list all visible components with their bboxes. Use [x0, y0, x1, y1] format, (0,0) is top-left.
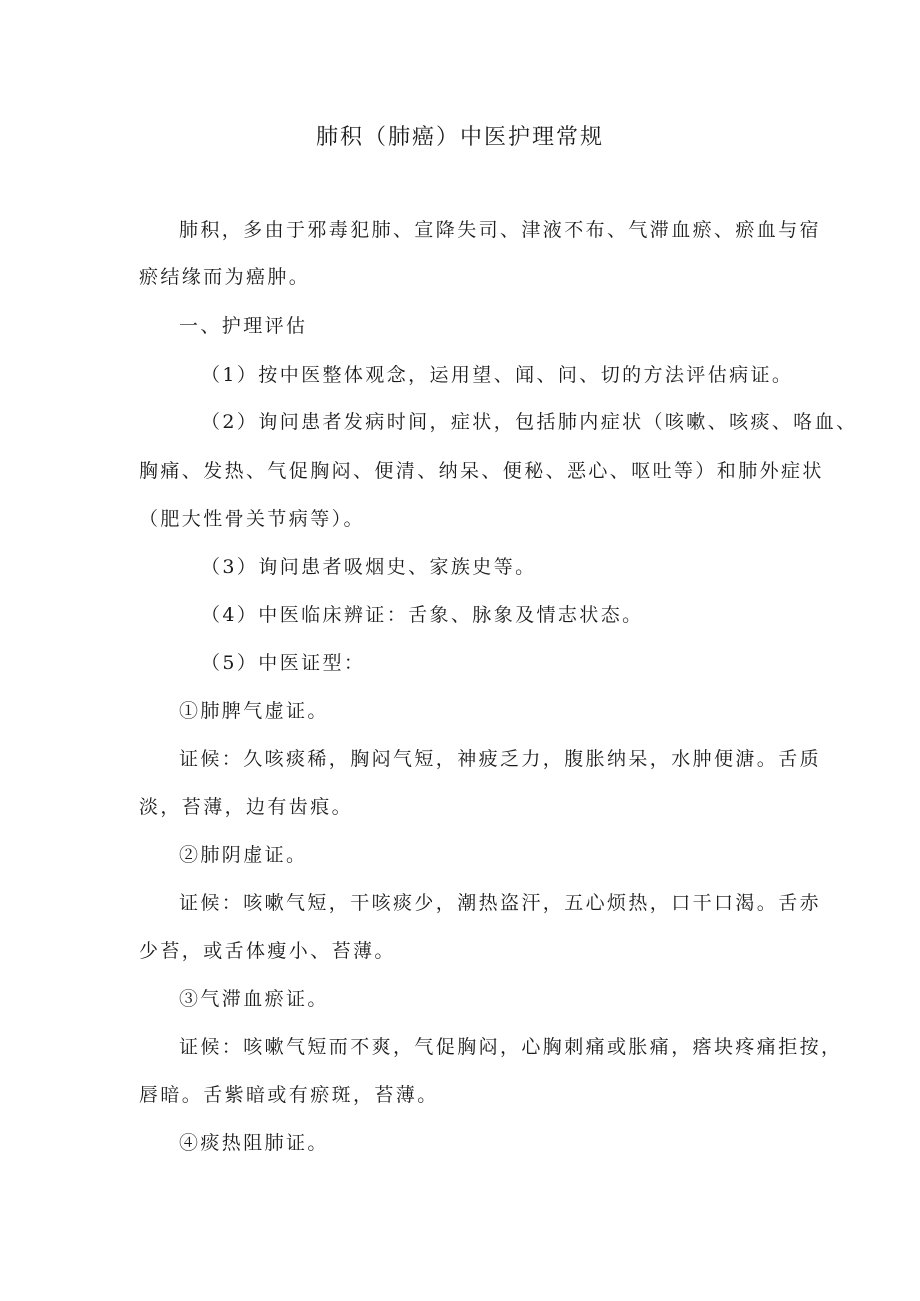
paragraph-line: 少苔，或舌体瘦小、苔薄。 — [139, 940, 396, 962]
syndrome-heading: ④痰热阻肺证。 — [179, 1132, 329, 1154]
paragraph-line: 唇暗。舌紫暗或有瘀斑，苔薄。 — [139, 1084, 439, 1106]
paragraph-line: 淡，苔薄，边有齿痕。 — [139, 796, 354, 818]
paragraph-line: 瘀结缘而为癌肿。 — [139, 266, 311, 288]
paragraph-line: （4）中医临床辨证：舌象、脉象及情志状态。 — [201, 604, 644, 626]
paragraph-line: （2）询问患者发病时间，症状，包括肺内症状（咳嗽、咳痰、咯血、 — [201, 411, 858, 433]
paragraph-line: （3）询问患者吸烟史、家族史等。 — [201, 556, 537, 578]
paragraph-line: 证候：咳嗽气短而不爽，气促胸闷，心胸刺痛或胀痛，瘩块疼痛拒按， — [179, 1036, 843, 1058]
paragraph-line: （5）中医证型： — [201, 652, 366, 674]
syndrome-heading: ①肺脾气虚证。 — [179, 700, 329, 722]
document-title: 肺积（肺癌）中医护理常规 — [315, 125, 604, 150]
paragraph-line: 证候：久咳痰稀，胸闷气短，神疲乏力，腹胀纳呆，水肿便溏。舌质 — [179, 748, 822, 770]
section-heading: 一、护理评估 — [179, 315, 308, 337]
paragraph-line: （1）按中医整体观念，运用望、闻、问、切的方法评估病证。 — [201, 364, 794, 386]
paragraph-line: 胸痛、发热、气促胸闷、便清、纳呆、便秘、恶心、呕吐等）和肺外症状 — [139, 460, 824, 482]
syndrome-heading: ③气滞血瘀证。 — [179, 988, 329, 1010]
paragraph-line: （肥大性骨关节病等）。 — [139, 508, 365, 530]
paragraph-line: 肺积，多由于邪毒犯肺、宣降失司、津液不布、气滞血瘀、瘀血与宿 — [179, 219, 822, 241]
syndrome-heading: ②肺阴虚证。 — [179, 844, 308, 866]
paragraph-line: 证候：咳嗽气短，干咳痰少，潮热盗汗，五心烦热，口干口渴。舌赤 — [179, 892, 822, 914]
